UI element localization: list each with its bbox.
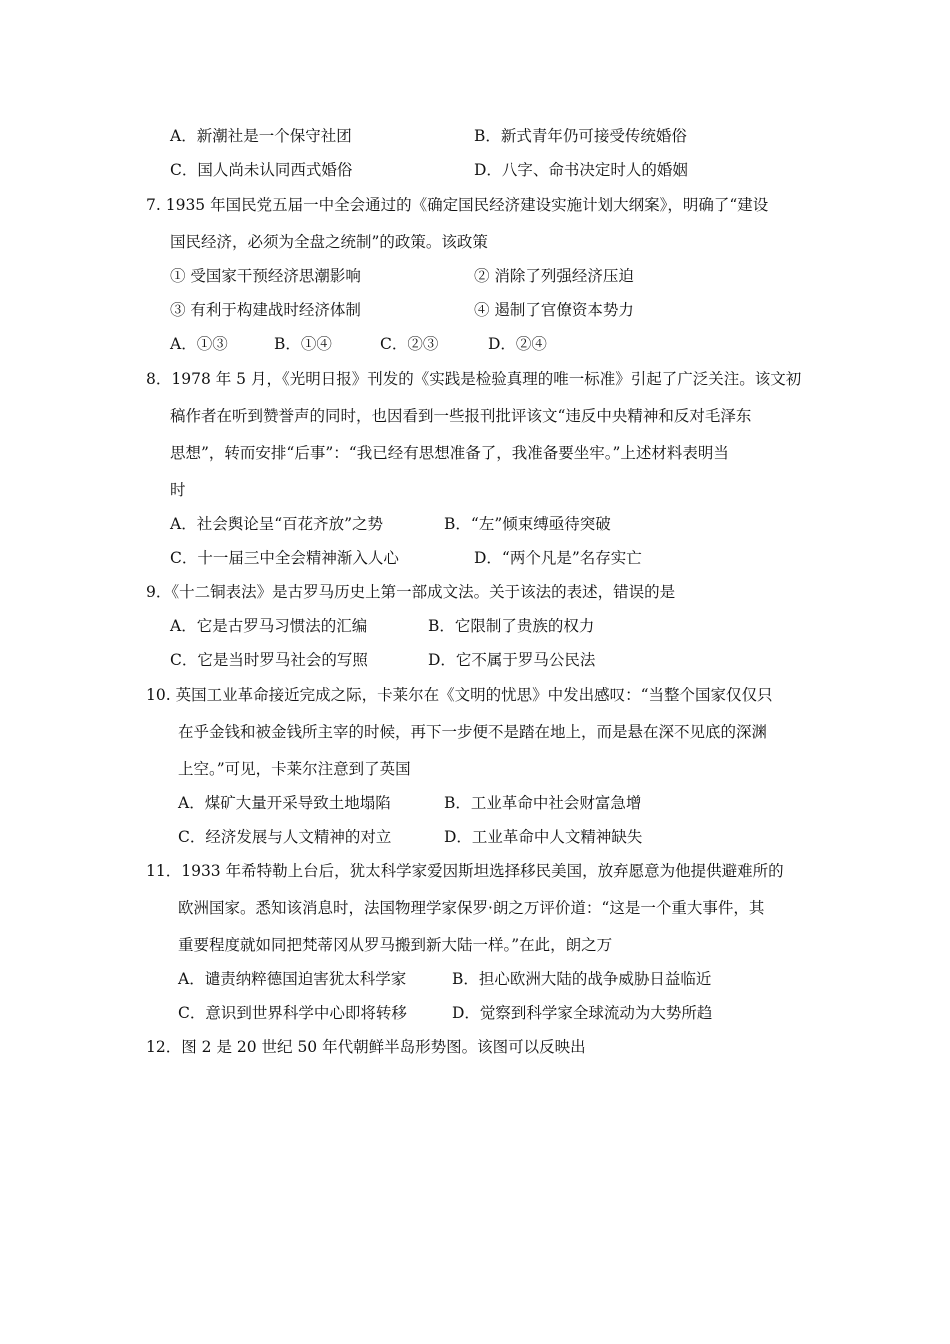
option-c: C．它是当时罗马社会的写照 — [170, 651, 368, 669]
option-d: D．“两个凡是”名存实亡 — [474, 549, 642, 567]
option-d: D．觉察到科学家全球流动为大势所趋 — [452, 1004, 713, 1022]
question-10-stem: 10. 英国工业革命接近完成之际，卡莱尔在《文明的忧思》中发出感叹：“当整个国家仅仅只 — [146, 686, 773, 704]
question-8-stem: 8．1978 年 5 月，《光明日报》刊发的《实践是检验真理的唯一标准》引起了广泛关注。该文初 — [146, 370, 802, 388]
question-7-statement: ① 受国家干预经济思潮影响 — [170, 267, 361, 285]
option-c: C．经济发展与人文精神的对立 — [178, 828, 392, 846]
option-a: A．①③ — [170, 335, 228, 353]
option-b: B．它限制了贵族的权力 — [428, 617, 595, 635]
option-c: C．②③ — [380, 335, 439, 353]
option-b: B．新式青年仍可接受传统婚俗 — [474, 127, 687, 145]
question-7-stem: 国民经济，必须为全盘之统制”的政策。该政策 — [170, 233, 488, 251]
question-11-stem: 11．1933 年希特勒上台后，犹太科学家爱因斯坦选择移民美国，放弃愿意为他提供避难所的 — [146, 862, 784, 880]
question-7-stem: 7. 1935 年国民党五届一中全会通过的《确定国民经济建设实施计划大纲案》，明确了“建设 — [146, 196, 769, 214]
option-a: A．社会舆论呈“百花齐放”之势 — [170, 515, 384, 533]
option-d: D．八字、命书决定时人的婚姻 — [474, 161, 688, 179]
option-b: B．担心欧洲大陆的战争威胁日益临近 — [452, 970, 712, 988]
option-d: D．它不属于罗马公民法 — [428, 651, 596, 669]
question-7-statement: ② 消除了列强经济压迫 — [474, 267, 634, 285]
option-a: A．煤矿大量开采导致土地塌陷 — [178, 794, 391, 812]
option-a: A．新潮社是一个保守社团 — [170, 127, 352, 145]
question-11-stem: 欧洲国家。悉知该消息时，法国物理学家保罗·朗之万评价道：“这是一个重大事件，其 — [178, 899, 765, 917]
option-b: B．工业革命中社会财富急增 — [444, 794, 642, 812]
option-a: A．它是古罗马习惯法的汇编 — [170, 617, 368, 635]
question-7-statement: ④ 遏制了官僚资本势力 — [474, 301, 634, 319]
question-8-stem: 时 — [170, 481, 186, 499]
question-12-stem: 12．图 2 是 20 世纪 50 年代朝鲜半岛形势图。该图可以反映出 — [146, 1038, 586, 1056]
option-b: B．“左”倾束缚亟待突破 — [444, 515, 611, 533]
question-7-statement: ③ 有利于构建战时经济体制 — [170, 301, 361, 319]
question-8-stem: 思想”，转而安排“后事”：“我已经有思想准备了，我准备要坐牢。”上述材料表明当 — [170, 444, 729, 462]
option-d: D．工业革命中人文精神缺失 — [444, 828, 643, 846]
option-d: D．②④ — [488, 335, 547, 353]
question-10-stem: 在乎金钱和被金钱所主宰的时候，再下一步便不是踏在地上，而是悬在深不见底的深渊 — [178, 723, 768, 741]
option-c: C．十一届三中全会精神渐入人心 — [170, 549, 399, 567]
question-11-stem: 重要程度就如同把梵蒂冈从罗马搬到新大陆一样。”在此，朗之万 — [178, 936, 613, 954]
option-a: A．谴责纳粹德国迫害犹太科学家 — [178, 970, 407, 988]
question-9-stem: 9．《十二铜表法》是古罗马历史上第一部成文法。关于该法的表述，错误的是 — [146, 583, 676, 601]
option-c: C．意识到世界科学中心即将转移 — [178, 1004, 407, 1022]
question-8-stem: 稿作者在听到赞誉声的同时，也因看到一些报刊批评该文“违反中央精神和反对毛泽东 — [170, 407, 752, 425]
option-c: C．国人尚未认同西式婚俗 — [170, 161, 353, 179]
question-10-stem: 上空。”可见，卡莱尔注意到了英国 — [178, 760, 411, 778]
option-b: B．①④ — [274, 335, 332, 353]
